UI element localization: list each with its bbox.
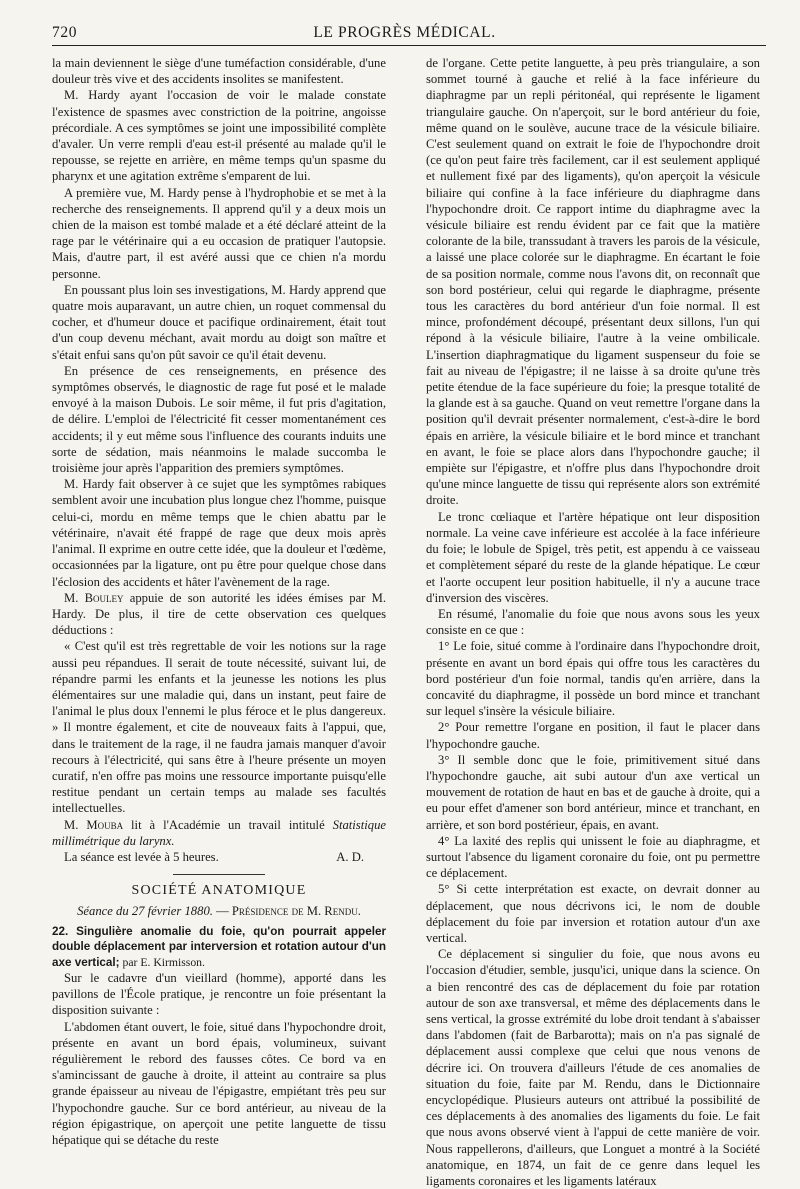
paragraph: Le tronc cœliaque et l'artère hépatique ont leur disposition normale. La veine cave inférieure est accolée à la face inférieure du foie; le lobule de Spigel, très petit, est appendu à ce vaisseau et complètement séparé du reste de la glande hépatique. Le cœur et l'aorte occupent leur position habituelle, il n'y a aucune trace d'inversion des viscères. — [426, 509, 760, 605]
page-number: 720 — [52, 24, 78, 41]
left-column — [52, 55, 386, 1148]
case-author: par E. Kirmisson. — [119, 955, 205, 969]
section-title: SOCIÉTÉ ANATOMIQUE — [131, 883, 307, 899]
page-header — [52, 22, 766, 42]
paragraph: Ce déplacement si singulier du foie, que nous avons eu l'occasion d'étudier, semble, jusqu'ici, unique dans la science. On a bien rencontré des cas de déplacement du foie par rotation autour de son axe transversal, et même des déplacements dans le sens vertical, la grosse extrémité du lobe droit tendant à s'abaisser dans l'abdomen (fait de Barbarotta); mais on n'a pas signalé de déplacement aussi complexe que celui que nous venons de décrire ici. On trouvera d'ailleurs l'étude de ces anomalies de situation du foie, faite par M. Rendu, dans le Dictionnaire encyclopédique. Plusieurs auteurs ont attribué la possibilité de ces déplacements à des anomalies des ligaments du foie. Le fait que nous avons observé vient à l'appui de cette manière de voir. Nous rappellerons, d'ailleurs, que Longuet a montré à la Société anatomique, en 1874, un fait de ce genre dans lequel les ligaments coronaires et les ligaments latéraux — [426, 947, 760, 1189]
speaker-name: M. Bouley — [64, 590, 124, 605]
journal-title: LE PROGRÈS MÉDICAL. — [313, 24, 496, 41]
header-rule — [52, 45, 766, 46]
seance-line — [52, 903, 386, 919]
closing-text: La séance est levée à 5 heures. — [64, 849, 219, 864]
list-item: 2° Pour remettre l'organe en position, il faut le placer dans l'hypochondre gauche. — [426, 720, 760, 751]
speaker-name: M. Mouba — [64, 817, 124, 832]
case-title — [52, 924, 386, 971]
signature: A. D. — [336, 849, 364, 864]
paragraph: M. Hardy ayant l'occasion de voir le malade constate l'existence de spasmes avec constriction de la poitrine, angoisse précordiale. A ces symptômes se joint une impossibilité complète d'avaler. Un verre rempli d'eau est-il présenté au malade qu'il le repousse, se rejette en arrière, en même temps qu'un spasme du pharynx et une agitation extrême s'emparent de lui. — [52, 88, 386, 184]
right-column — [426, 55, 760, 1189]
paragraph: L'abdomen étant ouvert, le foie, situé dans l'hypochondre droit, présente en avant un bord épais, volumineux, suivant régulièrement le rebord des fausses côtes. Ce bord va en s'amincissant de gauche à droite, il atteint au contraire sa plus grande épaisseur au niveau de l'épigastre, empiétant très peu sur l'hypochondre gauche. Sur ce bord antérieur, au niveau de la région épigastrique, on aperçoit une petite languette de tissu hépatique qui se détache du reste — [52, 1019, 386, 1148]
work-title: Statistique millimétrique du larynx. — [52, 817, 386, 848]
paragraph: En présence de ces renseignements, en présence des symptômes observés, le diagnostic de rage fut posé et le malade envoyé à la maison Dubois. Le soir même, il fut pris d'agitation, de délire. L'emploi de l'électricité fit cesser momentanément ces accidents; il y eut même sous l'influence des courants induits une sorte de sédation, mais néanmoins le malade succomba le troisième jour après l'apparition des premiers symptômes. — [52, 363, 386, 476]
paragraph: A première vue, M. Hardy pense à l'hydrophobie et se met à la recherche des renseignements. Il apprend qu'il y a deux mois un chien de la maison est tombé malade et a été déclaré atteint de la rage par le vétérinaire qui a eu occasion de pratiquer l'autopsie. Mais, d'autre part, il est avéré aussi que ce chien n'a mordu personne. — [52, 185, 386, 281]
list-item: 3° Il semble donc que le foie, primitivement situé dans l'hypochondre gauche, ait subi autour d'un axe vertical un mouvement de rotation de haut en bas et de gauche à droite, qui a eu pour effet d'amener son bord antérieur, mince et tranchant, en arrière, et son bord postérieur, épais, en avant. — [426, 752, 760, 832]
paragraph: M. Hardy fait observer à ce sujet que les symptômes rabiques semblent avoir une incubation plus longue chez l'homme, puisque celui-ci, mordu en même temps que le chien abattu par le vétérinaire, n'avait été frappé de rage que deux mois après l'animal. Il exprime en outre cette idée, que la douleur et l'œdème, occasionnées par la ligature, ont pu être pour quelque chose dans l'éclosion des accidents et hâter l'avènement de la rage. — [52, 477, 386, 589]
case-title-text: 22. Singulière anomalie du foie, qu'on pourrait appeler double déplacement par interversion et rotation autour d'un axe vertical; — [52, 924, 386, 969]
section-divider — [173, 874, 265, 875]
paragraph-text: lit à l'Académie un travail intitulé — [123, 817, 333, 832]
paragraph: la main deviennent le siège d'une tuméfaction considérable, d'une douleur très vive et des accidents insolites se manifestent. — [52, 56, 386, 87]
list-item: 5° Si cette interprétation est exacte, on devrait donner au déplacement, que nous décrivons ici, le nom de double déplacement du foie par inversion et rotation autour d'un axe vertical. — [426, 882, 760, 945]
list-item: 4° La laxité des replis qui unissent le foie au diaphragme, et surtout l'absence du ligament coronaire du foie, ont pu permettre ce déplacement. — [426, 833, 760, 881]
mouba-paragraph — [52, 817, 386, 849]
list-item: 1° Le foie, situé comme à l'ordinaire dans l'hypochondre droit, présente en avant un bord épais qui offre tous les caractères du bord postérieur d'un foie normal, tandis qu'en arrière, dans la concavité du diaphragme, il possède un bord mince et tranchant sur lequel s'insère la vésicule biliaire. — [426, 639, 760, 719]
paragraph: Sur le cadavre d'un vieillard (homme), apporté dans les pavillons de l'École pratique, je rencontre un foie présentant la disposition suivante : — [52, 971, 386, 1018]
quote-paragraph: « C'est qu'il est très regrettable de voir les notions sur la rage aussi peu répandues. Il serait de toute nécessité, suivant lui, de répandre parmi les enfants et la jeunesse les notions les plus élémentaires sur une maladie qui, dans un instant, peut faire de l'animal le plus doux l'ennemi le plus féroce et le plus dangereux. » Il montre également, et cite de nouveaux faits à l'appui, que, dans le traitement de la rage, il ne faudra jamais manquer d'avoir recours à l'électricité, qui sans être à l'heure présente un moyen curatif, n'en offre pas moins une ressource importante puisqu'elle restitue pendant un certain temps au malade ses facultés intellectuelles. — [52, 639, 386, 816]
paragraph-text: appuie de son autorité les idées émises par M. Hardy. De plus, il tire de cette observation ces quelques déductions : — [52, 590, 386, 638]
presidency: — Présidence de M. Rendu. — [212, 904, 361, 919]
paragraph: de l'organe. Cette petite languette, à peu près triangulaire, a son sommet tourné à gauche et relié à la face inférieure du diaphragme par un repli péritonéal, qui représente le ligament triangulaire gauche. On n'aperçoit, sur le bord antérieur du foie, même quand on le soulève, aucune trace de la vésicule biliaire. C'est seulement quand on extrait le foie de l'hypochondre droit (ce qu'on peut faire très facilement, car il est seulement appliqué et nullement fixé par des ligaments), qu'on aperçoit la vésicule biliaire qui confine à la face inférieure du diaphragme dans l'hypochondre droit. Ce rapport intime du diaphragme avec la vésicule biliaire est rendu évident par ce fait que la matière colorante de la bile, transsudant à travers les parois de la vésicule, a laissé une place colorée sur le diaphragme. En écartant le foie de sa position normale, comme nous l'avons dit, on reconnaît que son bord postérieur, celui qui regarde le diaphragme, présente tous les caractères du bord antérieur d'un foie normal. Il est mince, profondément découpé, présentant deux sillons, l'un qui répond à la vésicule biliaire, l'autre à la veine ombilicale. L'insertion diaphragmatique du ligament suspenseur du foie se fait au niveau de l'épigastre; il ne laisse à sa droite qu'une très petite étendue de la face supérieure du foie; la presque totalité de la glande est à sa gauche. Quand on veut remettre l'organe dans la position qu'il devrait présenter normalement, c'est-à-dire le bord épais en arrière, la vésicule biliaire et le bord mince et tranchant en avant, le foie se place alors dans l'hypochondre gauche; il empiète sur l'épigastre, et n'offre plus dans l'hypochondre droit qu'une mince languette de tissu qui représente alors son extrémité droite. — [426, 56, 760, 508]
bouley-paragraph — [52, 590, 386, 639]
paragraph: En résumé, l'anomalie du foie que nous avons sous les yeux consiste en ce que : — [426, 606, 760, 638]
paragraph: En poussant plus loin ses investigations, M. Hardy apprend que quatre mois auparavant, un autre chien, un roquet commensal du cocher, et d'humeur douce et pacifique ordinairement, était tout d'un coup devenu méchant, avait mordu au doigt son maître et s'était enfui sans qu'on pût savoir ce qu'il était devenu. — [52, 282, 386, 362]
closing-line — [52, 849, 386, 865]
seance-date: Séance du 27 février 1880. — [77, 904, 213, 919]
